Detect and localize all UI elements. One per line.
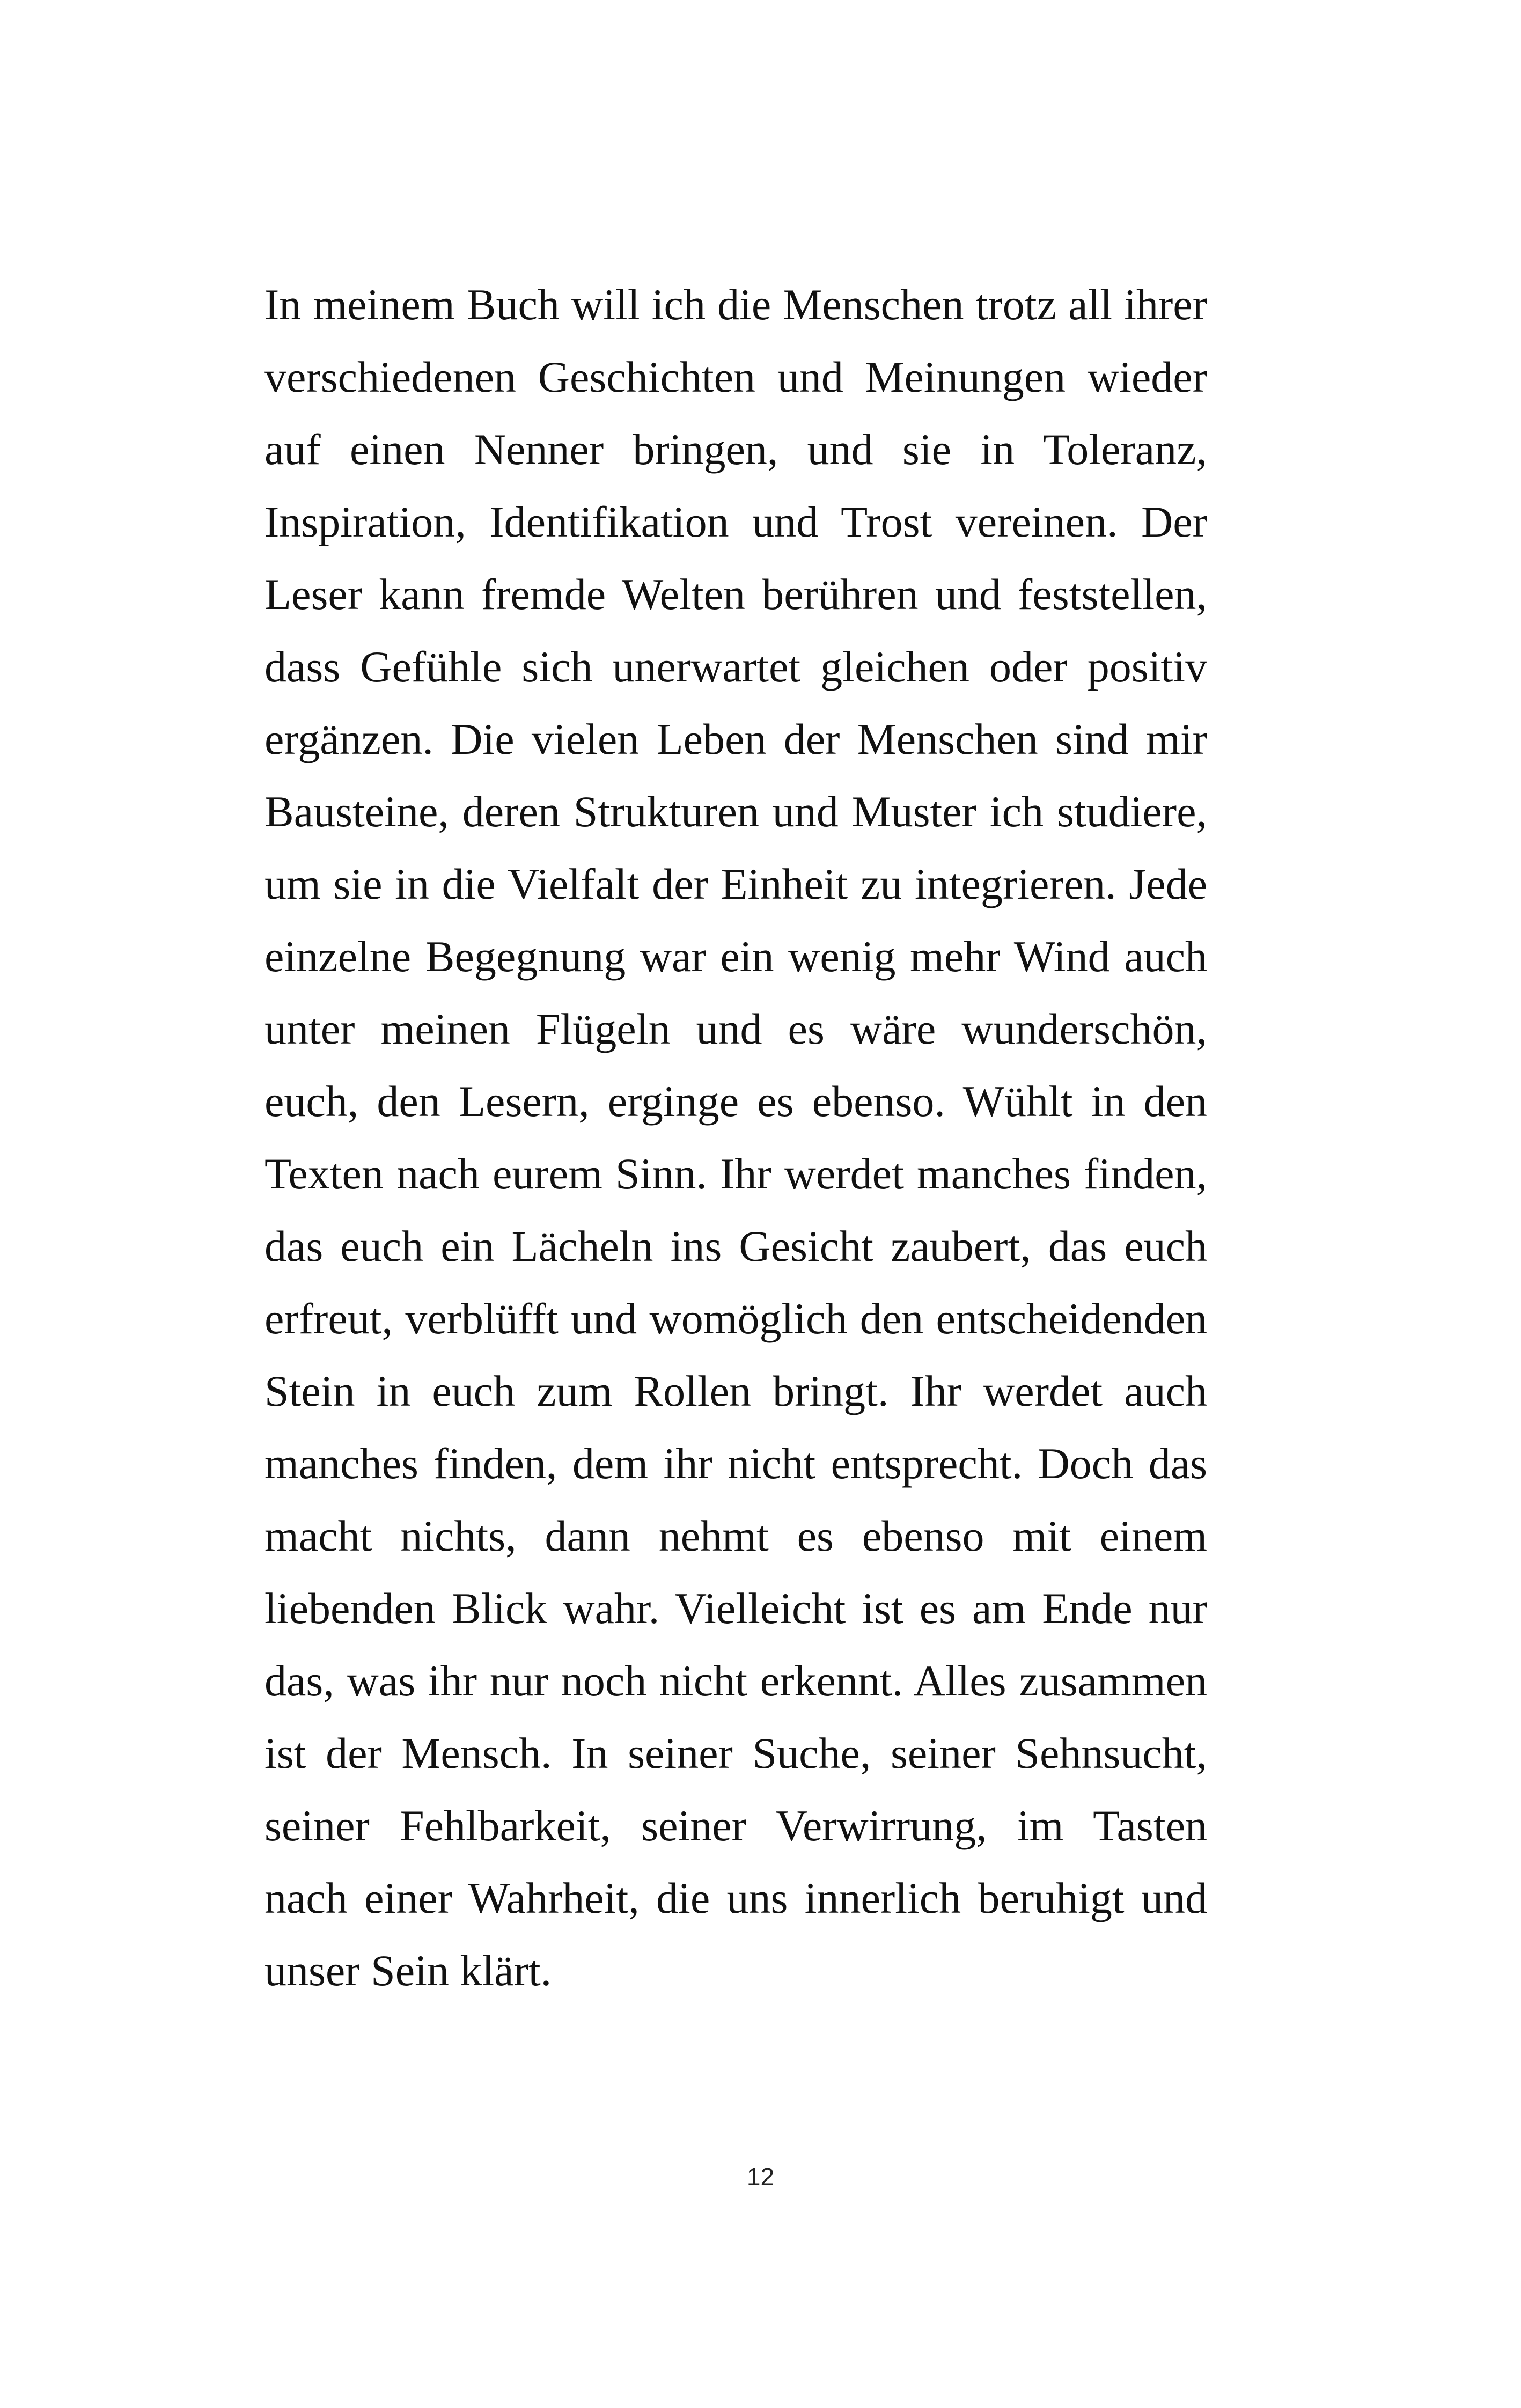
paragraph-line: das, was ihr nur noch nicht erkennt. Alles zusammen	[264, 1656, 1207, 1705]
paragraph-line: seiner Fehlbarkeit, seiner Verwirrung, im Tasten	[264, 1801, 1207, 1850]
body-paragraph	[264, 268, 1207, 2007]
paragraph-line: euch, den Lesern, erginge es ebenso. Wühlt in den	[264, 1077, 1207, 1126]
paragraph-line: manches finden, dem ihr nicht entsprecht. Doch das	[264, 1439, 1207, 1488]
paragraph-line: Leser kann fremde Welten berühren und feststellen,	[264, 570, 1207, 619]
paragraph-line: liebenden Blick wahr. Vielleicht ist es am Ende nur	[264, 1584, 1207, 1633]
paragraph-line: auf einen Nenner bringen, und sie in Toleranz,	[264, 425, 1207, 474]
paragraph-line: Bausteine, deren Strukturen und Muster ich studiere,	[264, 787, 1207, 836]
paragraph-line: macht nichts, dann nehmt es ebenso mit einem	[264, 1511, 1207, 1560]
paragraph-line: einzelne Begegnung war ein wenig mehr Wind auch	[264, 932, 1207, 981]
paragraph-line: ist der Mensch. In seiner Suche, seiner Sehnsucht,	[264, 1729, 1207, 1778]
paragraph-line: erfreut, verblüfft und womöglich den entscheidenden	[264, 1294, 1207, 1343]
paragraph-line: unser Sein klärt.	[264, 1946, 552, 1995]
paragraph-line: In meinem Buch will ich die Menschen trotz all ihrer	[264, 280, 1207, 329]
page-number: 12	[746, 2163, 775, 2191]
paragraph-line: Texten nach eurem Sinn. Ihr werdet manches finden,	[264, 1149, 1207, 1198]
paragraph-line: dass Gefühle sich unerwartet gleichen oder positiv	[264, 642, 1207, 691]
paragraph-line: nach einer Wahrheit, die uns innerlich beruhigt und	[264, 1874, 1207, 1922]
paragraph-line: Stein in euch zum Rollen bringt. Ihr werdet auch	[264, 1367, 1207, 1415]
paragraph-line: unter meinen Flügeln und es wäre wunderschön,	[264, 1004, 1207, 1053]
paragraph-line: Inspiration, Identifikation und Trost vereinen. Der	[264, 497, 1207, 546]
paragraph-line: ergänzen. Die vielen Leben der Menschen sind mir	[264, 715, 1207, 763]
paragraph-line: das euch ein Lächeln ins Gesicht zaubert, das euch	[264, 1222, 1207, 1271]
paragraph-line: um sie in die Vielfalt der Einheit zu integrieren. Jede	[264, 860, 1207, 908]
paragraph-line: verschiedenen Geschichten und Meinungen wieder	[264, 353, 1207, 401]
